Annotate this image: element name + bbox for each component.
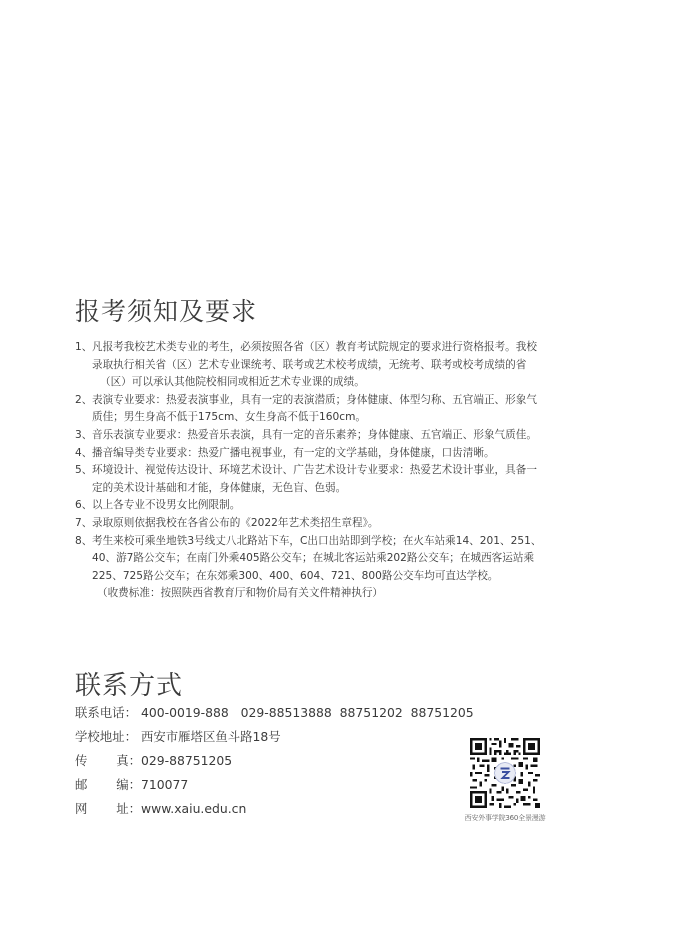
qr-caption: 西安外事学院360全景漫游 [464,814,546,822]
label-text: 学校地址 [75,729,125,744]
contact-list [75,701,474,821]
contact-row-address [75,725,474,749]
item-line: 定的美术设计基础和才能，身体健康，无色盲、色弱。 [92,481,347,494]
contact-row-fax [75,749,474,773]
item-number: 5、 [75,464,93,477]
item-line: 以上各专业不设男女比例限制。 [92,499,241,512]
label-colon: ： [124,729,137,744]
requirement-item [75,392,553,427]
item-number: 4、 [75,446,93,459]
contact-title: 联系方式 [75,671,184,701]
item-line: 环境设计、视觉传达设计、环境艺术设计、广告艺术设计专业要求：热爱艺术设计事业，具备一 [92,464,537,477]
item-line: 播音编导类专业要求：热爱广播电视事业，有一定的文学基础，身体健康，口齿清晰。 [92,446,495,459]
item-line: 表演专业要求：热爱表演事业，具有一定的表演潜质；身体健康、体型匀称、五官端正、形象气 [92,393,537,406]
item-line: 225、725路公交车；在东郊乘300、400、604、721、800路公交车均可直达学校。 [92,569,499,582]
label-colon: ： [124,705,137,720]
requirement-item [75,497,553,515]
requirement-item [75,427,553,445]
label-char: 真 [116,753,129,768]
item-line: 40、游7路公交车；在南门外乘405路公交车；在城北客运站乘202路公交车；在城西客运站乘 [92,552,535,565]
requirements-list [75,339,553,603]
contact-row-phone [75,701,474,725]
item-number: 2、 [75,393,93,406]
label-colon: ： [128,801,141,816]
label-char: 邮 [75,777,88,792]
contact-label [75,773,141,797]
label-char: 传 [75,753,88,768]
contact-label [75,701,141,725]
item-line: 质佳；男生身高不低于175cm、女生身高不低于160cm。 [92,411,367,424]
qr-code-icon[interactable] [470,738,540,808]
requirement-item [75,533,553,586]
contact-label [75,749,141,773]
label-char: 网 [75,801,88,816]
contact-row-postcode [75,773,474,797]
requirement-item [75,445,553,463]
item-line: 凡报考我校艺术类专业的考生，必须按照各省（区）教育考试院规定的要求进行资格报考。我校 [92,341,537,353]
label-colon: ： [128,753,141,768]
phone-value: 400-0019-888 029-88513888 88751202 88751205 [141,705,474,720]
item-number: 7、 [75,516,93,529]
item-number: 8、 [75,534,93,547]
requirement-item [75,339,553,392]
item-line: （区）可以承认其他院校相同或相近艺术专业课的成绩。 [100,376,365,389]
postcode-value: 710077 [141,777,189,792]
item-line: 音乐表演专业要求：热爱音乐表演，具有一定的音乐素养；身体健康、五官端正、形象气质佳。 [92,428,537,441]
item-number: 1、 [75,341,93,353]
item-line: 考生来校可乘坐地铁3号线丈八北路站下车，C出口出站即到学校；在火车站乘14、201、251、 [92,534,542,547]
label-char: 址 [116,801,129,816]
item-number: 3、 [75,428,93,441]
label-colon: ： [128,777,141,792]
item-number: 6、 [75,499,93,512]
item-line: 录取原则依据我校在各省公布的《2022年艺术类招生章程》。 [92,516,379,529]
fee-note: （收费标准：按照陕西省教育厅和物价局有关文件精神执行） [97,587,384,600]
contact-label [75,797,141,821]
requirement-item [75,462,553,497]
label-char: 编 [116,777,129,792]
fax-value: 029-88751205 [141,753,233,768]
requirements-title: 报考须知及要求 [75,297,258,326]
address-value: 西安市雁塔区鱼斗路18号 [141,729,281,744]
label-text: 联系电话 [75,705,125,720]
website-link[interactable]: www.xaiu.edu.cn [141,801,247,816]
qr-block [460,738,550,823]
item-line: 录取执行相关省（区）艺术专业课统考、联考或艺术校考成绩，无统考、联考或校考成绩的省 [92,358,527,371]
contact-label [75,725,141,749]
contact-row-website [75,797,474,821]
requirement-item [75,515,553,533]
